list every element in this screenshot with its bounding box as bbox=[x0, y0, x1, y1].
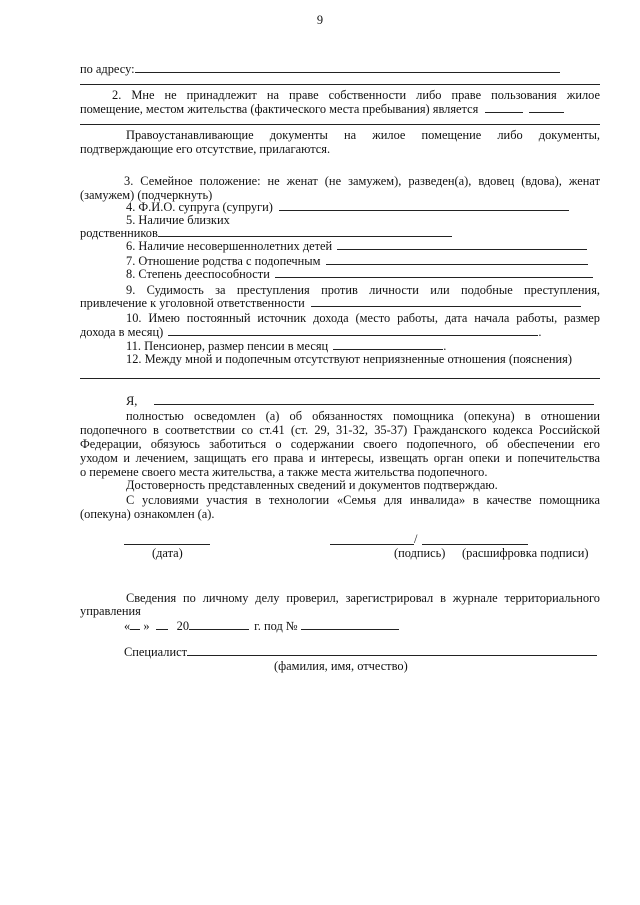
item4-line bbox=[126, 200, 600, 214]
pension-blank[interactable] bbox=[333, 339, 443, 350]
item3-line1: 3. Семейное положение: не женат (не замужем), разведен(а), вдовец (вдова), женат bbox=[124, 174, 600, 188]
conditions-line1: С условиями участия в технологии «Семья для инвалида» в качестве помощника bbox=[126, 493, 600, 507]
date-blank[interactable] bbox=[124, 544, 210, 545]
declaration-line2: подопечного в соответствии со ст.41 (ст. 29, 31-32, 35-37) Гражданского кодекса Российской bbox=[80, 423, 600, 437]
residence-blank-1[interactable] bbox=[485, 102, 523, 113]
decoding-blank[interactable] bbox=[422, 544, 528, 545]
item2-line2-text: помещение, местом жительства (фактического места пребывания) является bbox=[80, 102, 479, 116]
page-number: 9 bbox=[316, 13, 324, 27]
residence-blank-2[interactable] bbox=[529, 102, 564, 113]
declaration-line4: уходом и лечением, защищать его права и интересы, извещать орган опеки и попечительства bbox=[80, 451, 600, 465]
specialist-label: Специалист bbox=[124, 645, 187, 659]
declaration-line3: Федерации, обязуюсь заботиться о содержании своего подопечного, об обеспечении его bbox=[80, 437, 600, 451]
item8-line bbox=[126, 267, 600, 281]
ya-line bbox=[126, 394, 600, 408]
item11-line: 11. Пенсионер, размер пенсии в месяц . bbox=[126, 339, 447, 353]
relatives-blank[interactable] bbox=[158, 226, 452, 237]
criminal-record-blank[interactable] bbox=[311, 296, 581, 307]
reg-quote-close: » bbox=[143, 619, 150, 633]
item2-line2 bbox=[80, 102, 600, 116]
ya-label: Я, bbox=[126, 394, 138, 408]
item10-line2: дохода в месяц) . bbox=[80, 325, 542, 339]
item12-line: 12. Между мной и подопечным отсутствуют неприязненные отношения (пояснения) bbox=[126, 352, 572, 366]
item10-label: дохода в месяц) bbox=[80, 325, 164, 339]
verification-line2: управления bbox=[80, 604, 141, 618]
address-blank[interactable] bbox=[135, 62, 560, 73]
declaration-line1: полностью осведомлен (а) об обязанностях помощника (опекуна) в отношении bbox=[126, 409, 600, 423]
address-continuation-blank[interactable] bbox=[80, 84, 600, 85]
reg-number-label: г. под № bbox=[254, 619, 298, 633]
spouse-name-blank[interactable] bbox=[279, 200, 569, 211]
reg-number-blank[interactable] bbox=[301, 619, 399, 630]
docs-line1: Правоустанавливающие документы на жилое помещение либо документы, bbox=[126, 128, 600, 142]
item2-continuation-blank[interactable] bbox=[80, 124, 600, 125]
item8-label: 8. Степень дееспособности bbox=[126, 267, 270, 281]
reg-year-blank[interactable] bbox=[189, 619, 249, 630]
fio-caption: (фамилия, имя, отчество) bbox=[274, 659, 408, 673]
item9-line1: 9. Судимость за преступления против личности или подобные преступления, bbox=[126, 283, 600, 297]
item7-line bbox=[126, 254, 600, 268]
item6-label: 6. Наличие несовершеннолетних детей bbox=[126, 239, 333, 253]
item5-label: родственников bbox=[80, 226, 158, 240]
specialist-blank[interactable] bbox=[187, 645, 597, 656]
signature-blank[interactable] bbox=[330, 544, 414, 545]
signature-slash: / bbox=[414, 532, 418, 546]
item9-line2 bbox=[80, 296, 600, 310]
item3-line2: (замужем) (подчеркнуть) bbox=[80, 188, 213, 202]
item9-label: привлечение к уголовной ответственности bbox=[80, 296, 305, 310]
signature-caption: (подпись) bbox=[394, 546, 446, 560]
reg-year-prefix: 20 bbox=[176, 619, 190, 633]
date-caption: (дата) bbox=[152, 546, 183, 560]
item6-line bbox=[126, 239, 600, 253]
kinship-blank[interactable] bbox=[326, 254, 588, 265]
verification-line1: Сведения по личному делу проверил, зарегистрировал в журнале территориального bbox=[126, 591, 600, 605]
declaration-line5: о перемене своего места жительства, а также места жительства подопечного. bbox=[80, 465, 488, 479]
item10-line1: 10. Имею постоянный источник дохода (место работы, дата начала работы, размер bbox=[126, 311, 600, 325]
decoding-caption: (расшифровка подписи) bbox=[462, 546, 589, 560]
address-line bbox=[80, 62, 600, 76]
item5-line1: 5. Наличие близких bbox=[126, 213, 230, 227]
item4-label: 4. Ф.И.О. супруга (супруги) bbox=[126, 200, 273, 214]
reg-day-blank[interactable] bbox=[130, 619, 140, 630]
address-label: по адресу: bbox=[80, 62, 135, 76]
applicant-name-blank[interactable] bbox=[154, 394, 594, 405]
children-blank[interactable] bbox=[337, 239, 587, 250]
reliability-statement: Достоверность представленных сведений и документов подтверждаю. bbox=[126, 478, 498, 492]
item2-line1: 2. Мне не принадлежит на праве собственности либо праве пользования жилое bbox=[112, 88, 600, 102]
item11-label: 11. Пенсионер, размер пенсии в месяц bbox=[126, 339, 329, 353]
explanation-blank[interactable] bbox=[80, 378, 600, 379]
specialist-line bbox=[124, 645, 600, 659]
income-blank[interactable] bbox=[168, 325, 538, 336]
item7-label: 7. Отношение родства с подопечным bbox=[126, 254, 321, 268]
docs-line2: подтверждающие его отсутствие, прилагаются. bbox=[80, 142, 331, 156]
item5-line2 bbox=[80, 226, 600, 240]
capacity-blank[interactable] bbox=[275, 267, 593, 278]
registration-line bbox=[124, 619, 600, 633]
conditions-line2: (опекуна) ознакомлен (а). bbox=[80, 507, 215, 521]
reg-quote-open: « bbox=[124, 619, 131, 633]
reg-month-blank[interactable] bbox=[156, 619, 168, 630]
